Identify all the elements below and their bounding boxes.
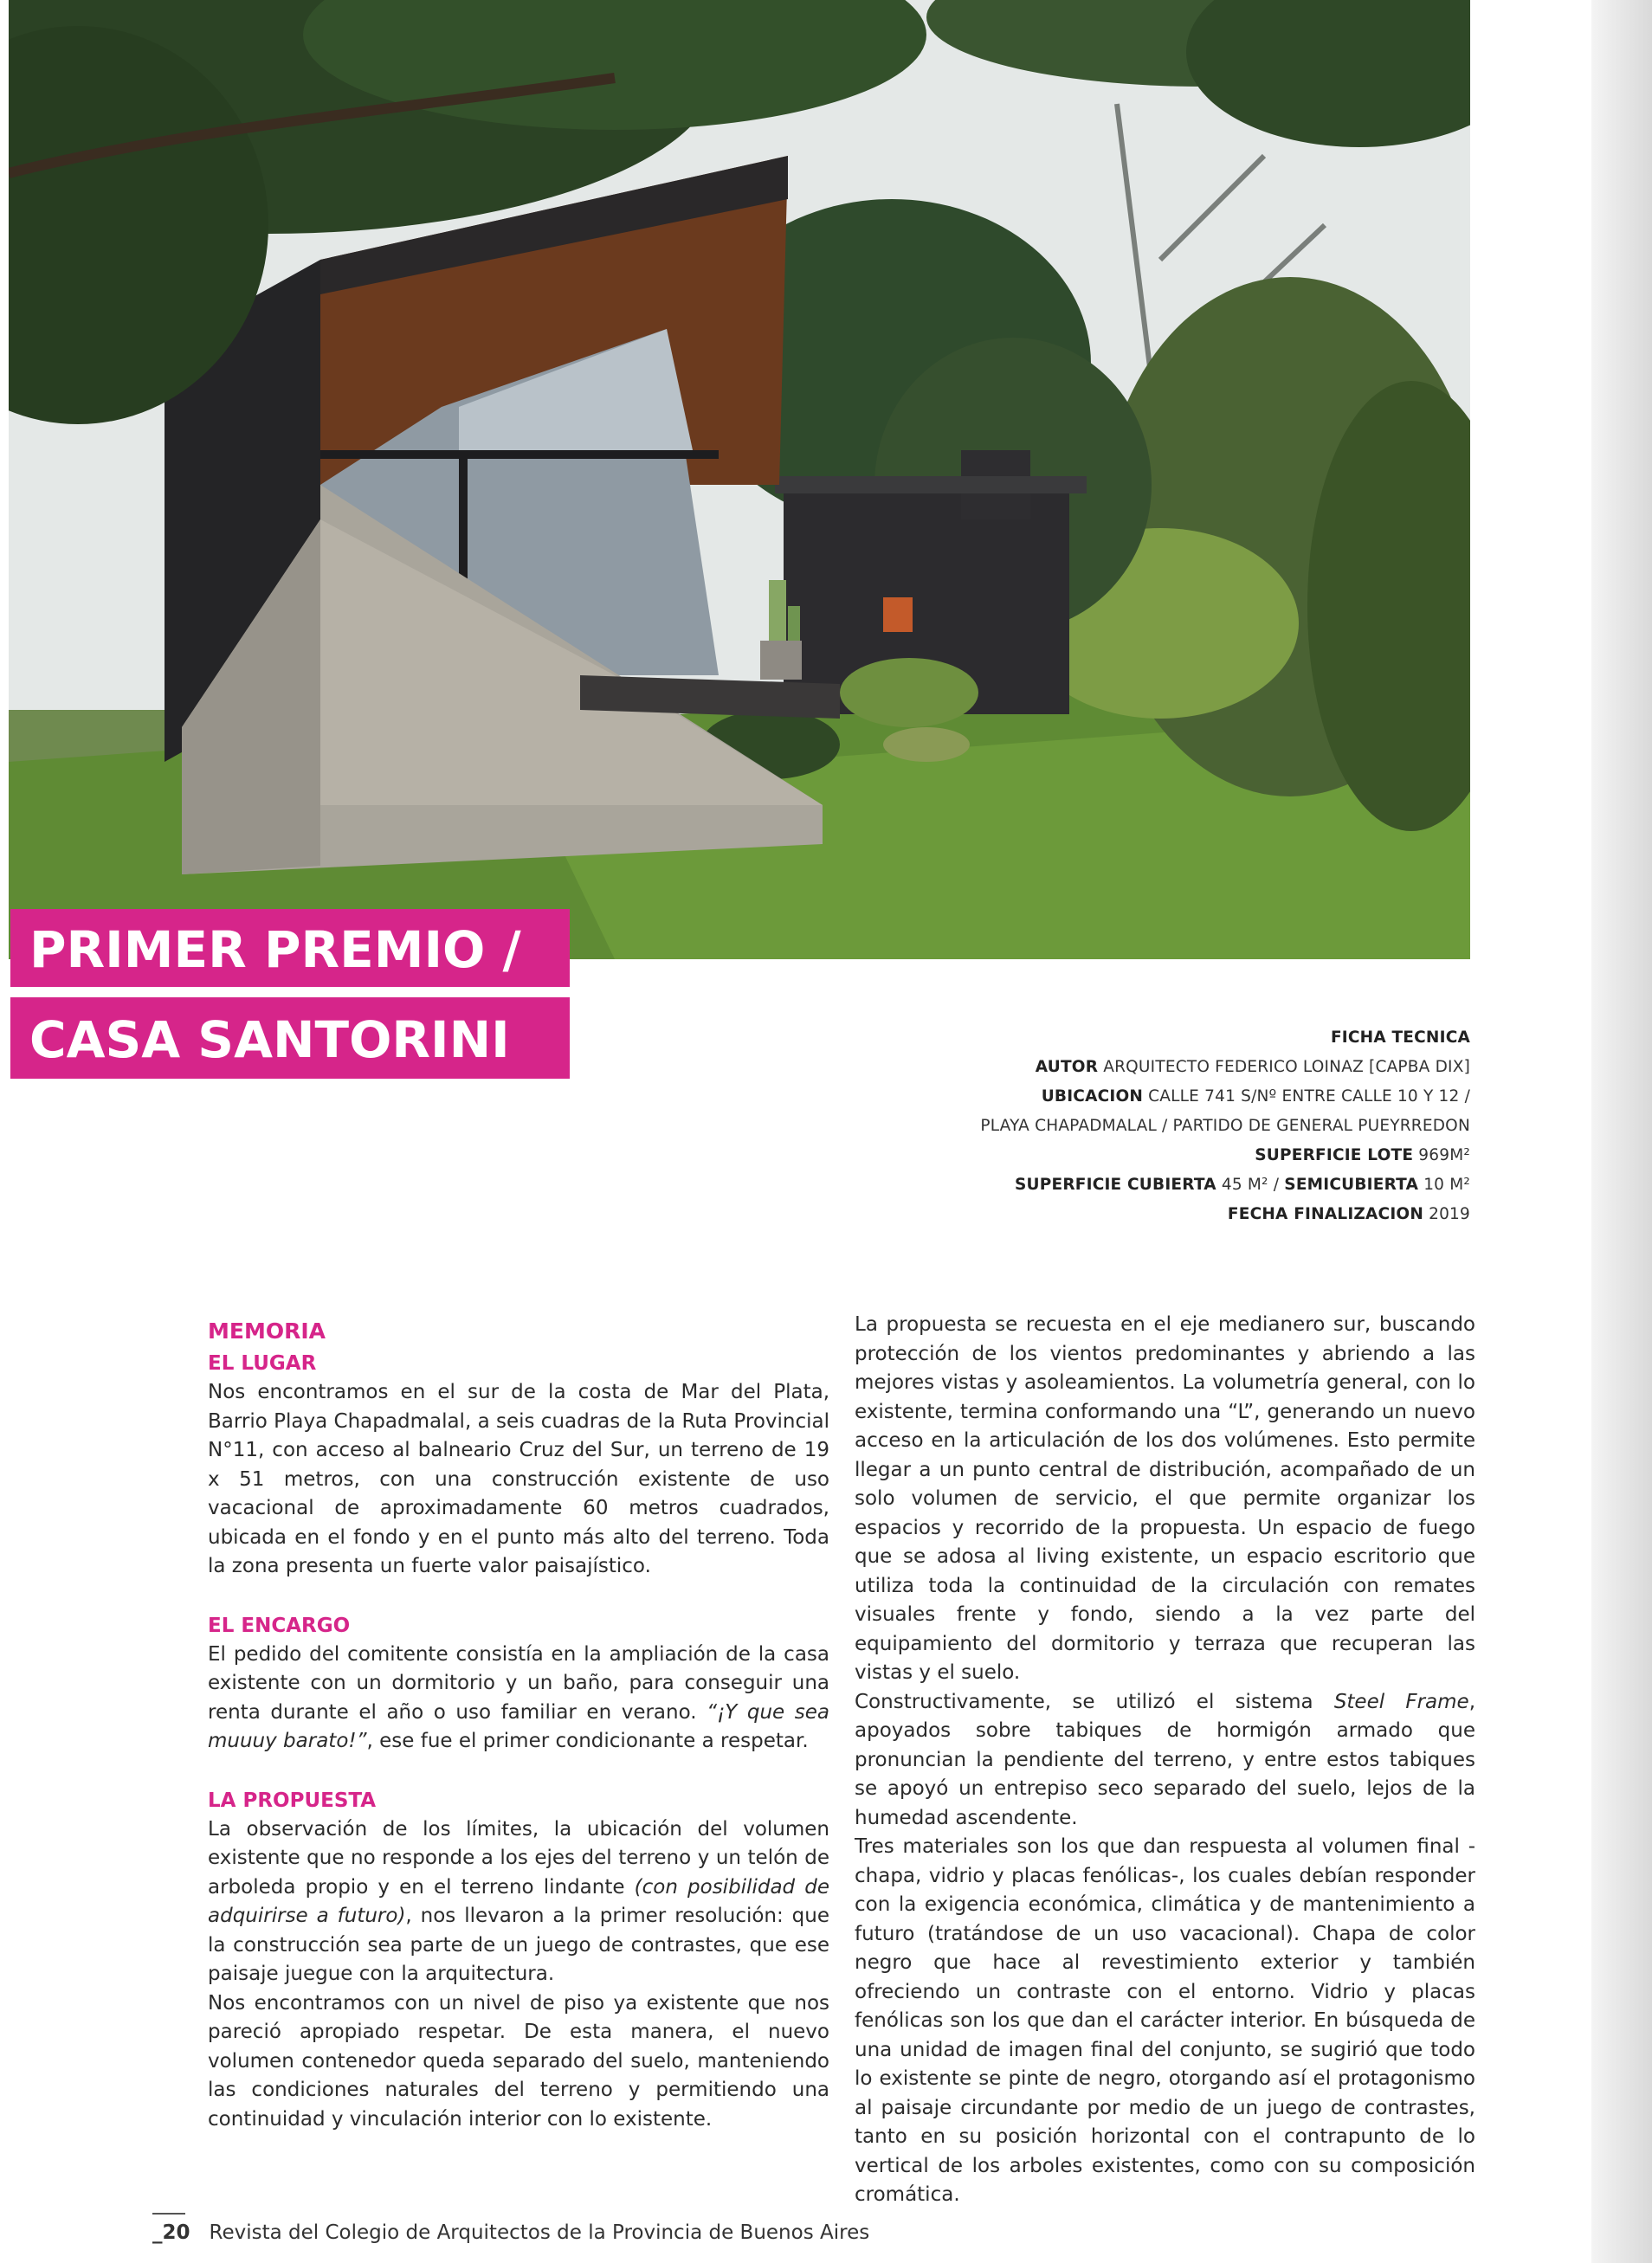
- text-column-right: [855, 1311, 1475, 2210]
- house-photo: [9, 0, 1470, 959]
- page-number: _20: [152, 2221, 190, 2244]
- right-paragraph-3: Tres materiales son los que dan respuesta al volumen final -chapa, vidrio y placas fenólicas-, los cuales debían responder con la exigencia económica, climática y de mantenimiento a futuro (tratándose de un uso vacacional). Chapa de color negro que hace al revestimiento exterior y también ofreciendo un contraste con el entorno. Vidrio y placas fenólicas son los que dan el carácter interior. En búsqueda de una unidad de imagen final del conjunto, se sugirió que todo lo existente se pinte de negro, otorgando así el protagonismo al paisaje circundante por medio de un juego de contrastes, tanto en su posición horizontal con el contrapunto de lo vertical de los arboles existentes, como con su composición cromática.: [855, 1835, 1475, 2206]
- ficha-superficie-lote: SUPERFICIE LOTE 969M²: [1255, 1146, 1470, 1164]
- propuesta-text-2: Nos encontramos con un nivel de piso ya existente que nos pareció apropiado respetar. De esta manera, el nuevo volumen contenedor queda separado del suelo, manteniendo las condiciones naturales del terreno y permitiendo una continuidad y vinculación interior con lo existente.: [208, 1991, 829, 2131]
- lugar-heading: EL LUGAR: [208, 1352, 317, 1375]
- ficha-tecnica: [691, 1023, 1470, 1229]
- ficha-heading: FICHA TECNICA: [1330, 1028, 1470, 1047]
- encargo-text: El pedido del comitente consistía en la ampliación de la casa existente con un dormitorio y un baño, para conseguir una renta durante el año o uso familiar en verano. “¡Y que sea muuuy barato!”, ese fue el primer condicionante a respetar.: [208, 1642, 829, 1752]
- publication-name: Revista del Colegio de Arquitectos de la Provincia de Buenos Aires: [209, 2221, 870, 2244]
- text-column-left: [208, 1314, 829, 2134]
- right-paragraph-2: Constructivamente, se utilizó el sistema Steel Frame, apoyados sobre tabiques de hormigón armado que pronuncian la pendiente del terreno, y entre estos tabiques se apoyó un entrepiso seco separado del suelo, lejos de la humedad ascendente.: [855, 1690, 1475, 1829]
- ficha-ubicacion: UBICACION CALLE 741 S/Nº ENTRE CALLE 10 Y 12 /: [1041, 1087, 1470, 1106]
- lugar-text: Nos encontramos en el sur de la costa de Mar del Plata, Barrio Playa Chapadmalal, a seis cuadras de la Ruta Provincial N°11, con acceso al balneario Cruz del Sur, un terreno de 19 x 51 metros, con una construcción existente de uso vacacional de aproximadamente 60 metros cuadrados, ubicada en el fondo y en el punto más alto del terreno. Toda la zona presenta un fuerte valor paisajístico.: [208, 1381, 829, 1577]
- footer: [152, 2221, 869, 2244]
- page-edge-shadow: [1591, 0, 1652, 2263]
- footer-rule: [152, 2213, 185, 2215]
- title-line-1: PRIMER PREMIO /: [10, 909, 570, 987]
- encargo-heading: EL ENCARGO: [208, 1614, 351, 1637]
- ficha-superficie-cubierta: SUPERFICIE CUBIERTA 45 M² / SEMICUBIERTA 10 M²: [1014, 1176, 1470, 1194]
- ficha-fecha: FECHA FINALIZACION 2019: [1227, 1205, 1470, 1223]
- ficha-autor: AUTOR ARQUITECTO FEDERICO LOINAZ [CAPBA DIX]: [1035, 1058, 1470, 1076]
- ficha-ubicacion-2: PLAYA CHAPADMALAL / PARTIDO DE GENERAL PUEYRREDON: [980, 1117, 1470, 1135]
- title-line-2: CASA SANTORINI: [10, 997, 570, 1079]
- memoria-heading: MEMORIA: [208, 1318, 326, 1344]
- propuesta-text: La observación de los límites, la ubicación del volumen existente que no responde a los ejes del terreno y un telón de arboleda propio y en el terreno lindante (con posibilidad de adquirirse a futuro), nos llevaron a la primer resolución: que la construcción sea parte de un juego de contrastes, que ese paisaje juegue con la arquitectura.: [208, 1817, 830, 1985]
- propuesta-heading: LA PROPUESTA: [208, 1789, 377, 1812]
- right-paragraph-1: La propuesta se recuesta en el eje medianero sur, buscando protección de los vientos predominantes y abriendo a las mejores vistas y asoleamientos. La volumetría general, con lo existente, termina conformando una “L”, generando un nuevo acceso en la articulación de los dos volúmenes. Esto permite llegar a un punto central de distribución, acompañado de un solo volumen de servicio, el que permite organizar los espacios y recorrido de la propuesta. Un espacio de fuego que se adosa al living existente, un espacio escritorio que utiliza toda la continuidad de la circulación con remates visuales frente y fondo, siendo a la vez parte del equipamiento del dormitorio y terraza que recuperan las vistas y el suelo.: [855, 1313, 1475, 1684]
